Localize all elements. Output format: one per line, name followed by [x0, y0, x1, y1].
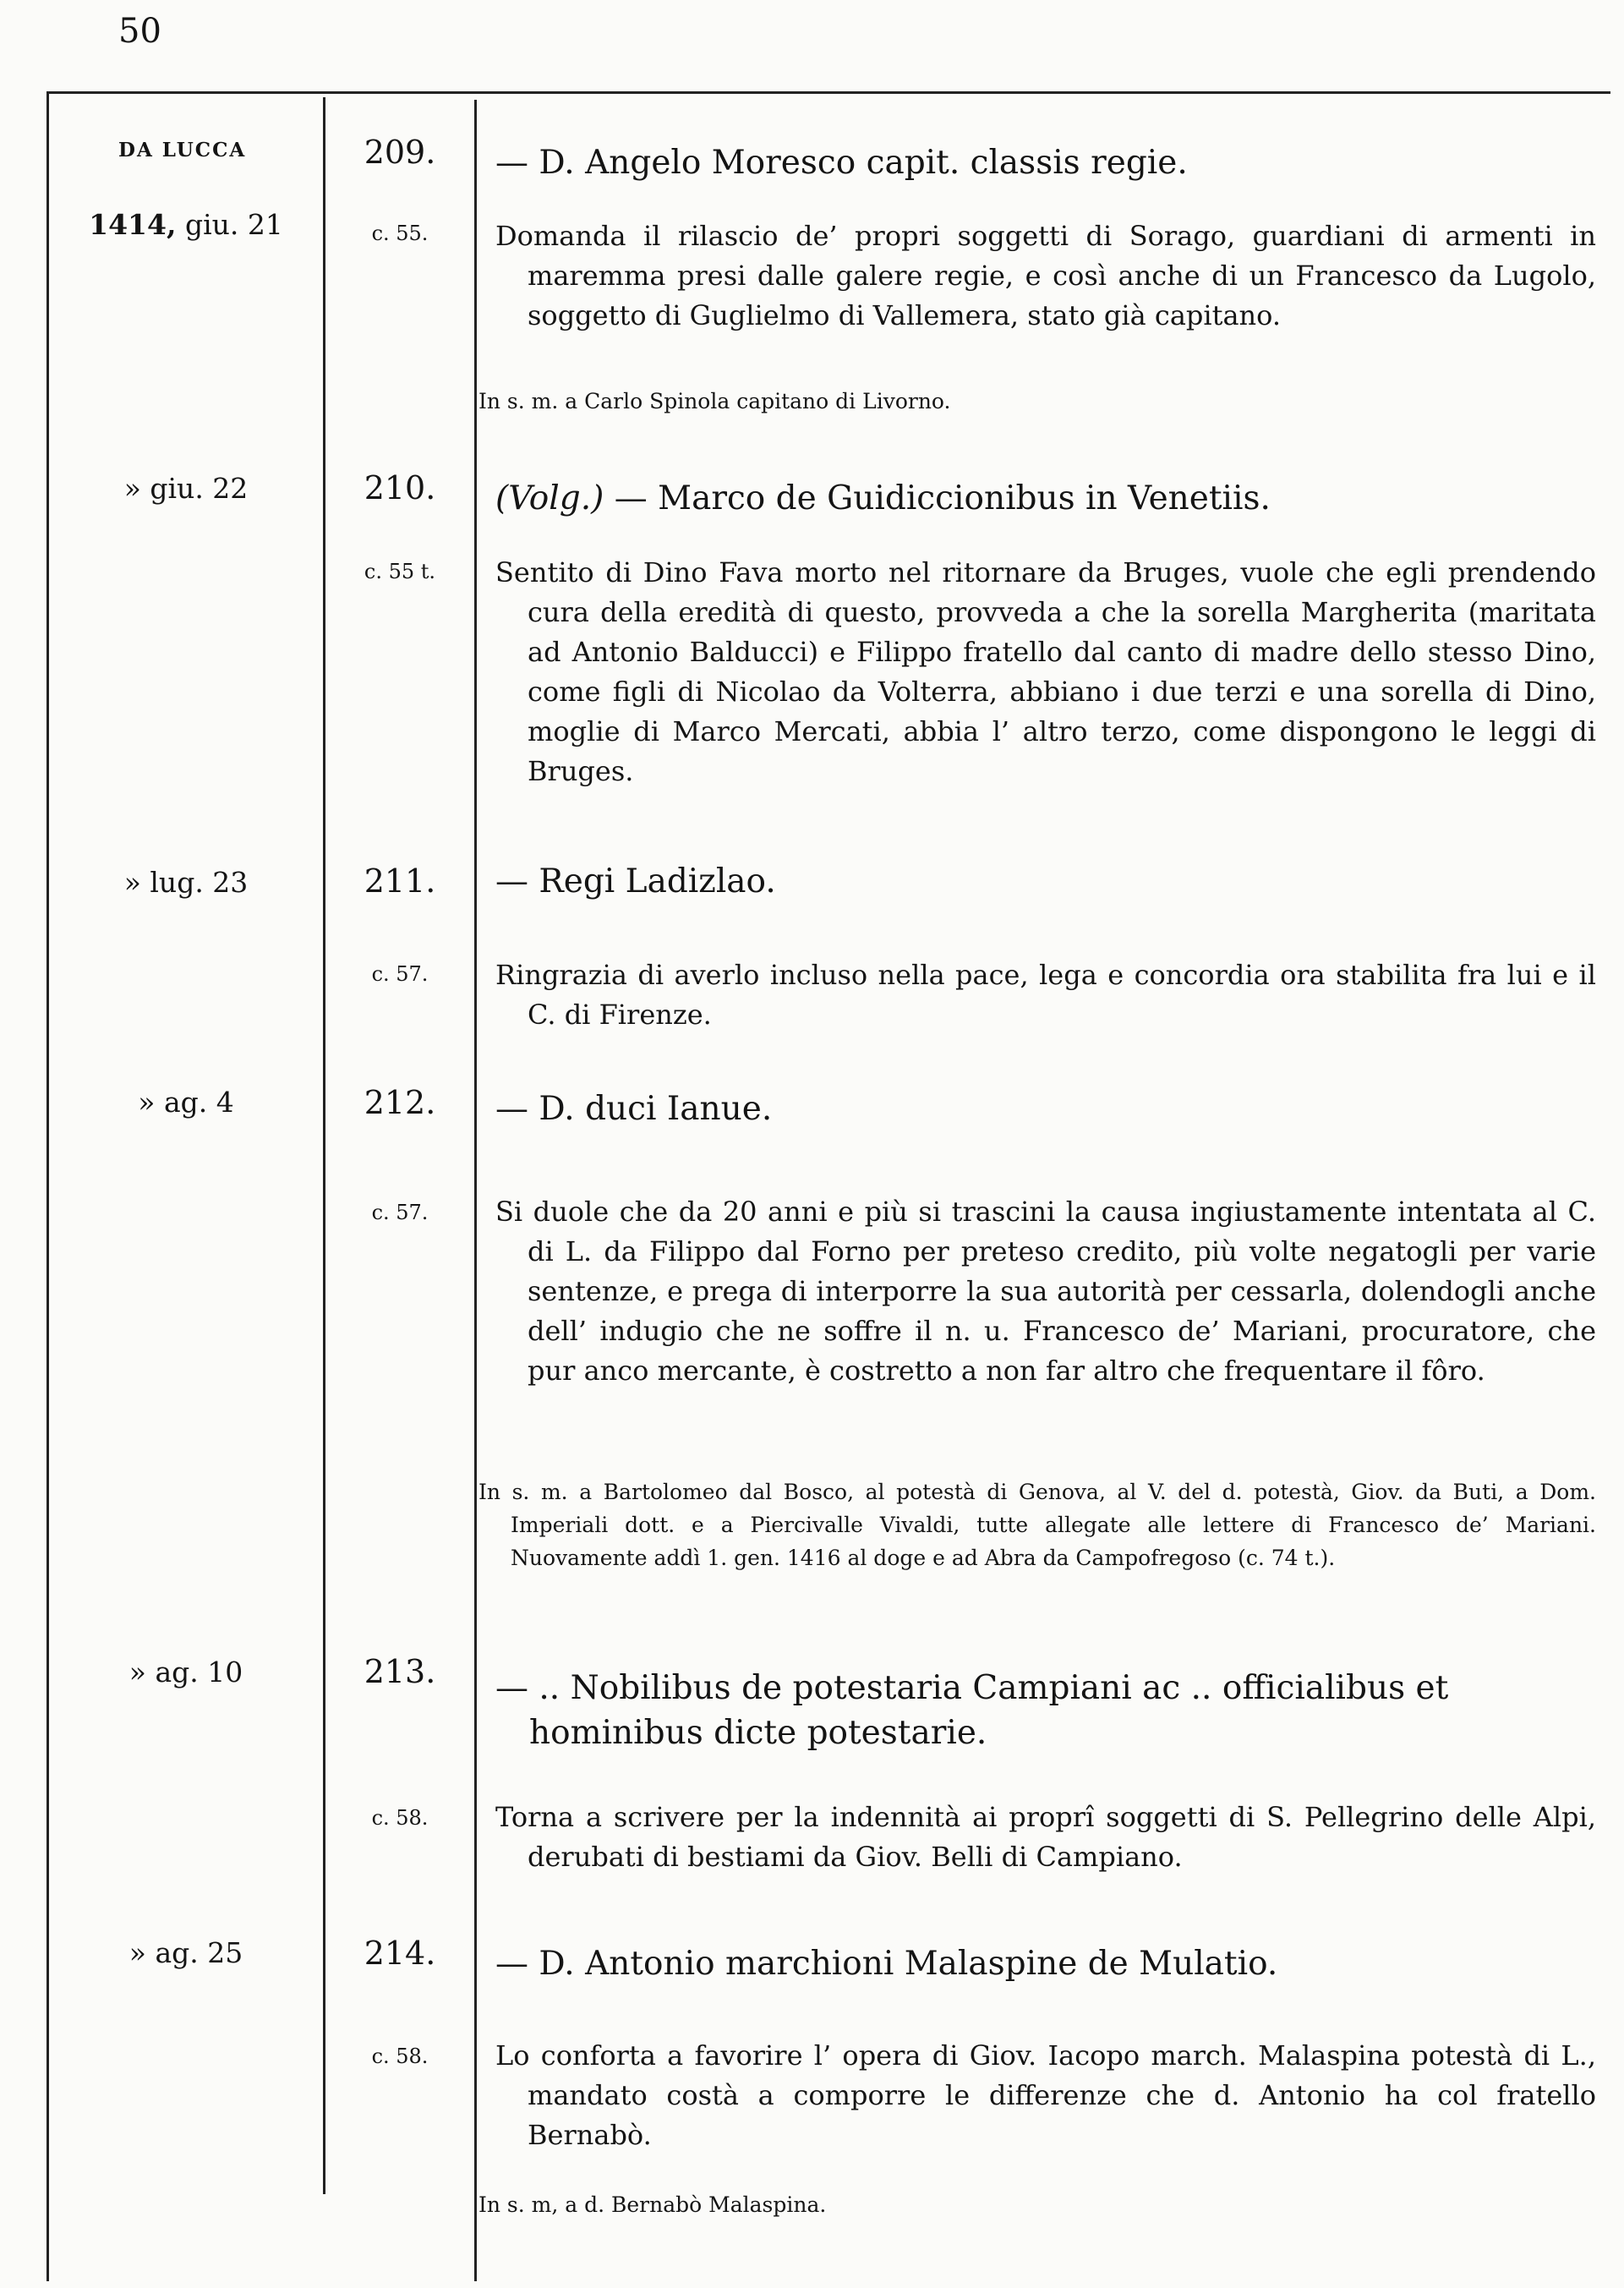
entry-body: Lo conforta a favorire l’ opera di Giov. Iacopo march. Malaspina potestà di L., mandato costà a comporre le differenze che d. Antonio ha col fratello Bernabò. — [495, 2039, 1596, 2151]
entry-number: 210. — [364, 469, 436, 506]
entry-number: 214. — [364, 1935, 436, 1972]
entry-carta: c. 57. — [371, 1201, 429, 1224]
entry-carta: c. 55 t. — [364, 560, 436, 583]
entry-body: Ringrazia di averlo incluso nella pace, lega e concordia ora stabilita fra lui e il C. di Firenze. — [495, 959, 1596, 1031]
entry-body: Si duole che da 20 anni e più si trascini la causa ingiustamente intentata al C. di L. da Filippo dal Forno per preteso credito, più volte negatogli per varie sentenze, e prega di interporre la sua autorità per cessarla, dolendogli anche dell’ indugio che ne soffre il n. u. Francesco de’ Mariani, procuratore, che pur anco mercante, è costretto a non far altro che frequentare il fôro. — [495, 1196, 1596, 1387]
entry-date: » ag. 4 — [138, 1086, 234, 1119]
entry-heading: — .. Nobilibus de potestaria Campiani ac .. officialibus et hominibus dicte potestarie. — [495, 1669, 1449, 1752]
entry-number: 213. — [364, 1653, 436, 1690]
entry-carta: c. 57. — [371, 962, 429, 986]
entry-heading: — D. Antonio marchioni Malaspine de Mulatio. — [495, 1945, 1278, 1983]
entry-body: Sentito di Dino Fava morto nel ritornare da Bruges, vuole che egli prendendo cura della eredità di questo, provveda a che la sorella Margherita (maritata ad Antonio Balducci) e Filippo fratello dal canto di madre dello stesso Dino, come figli di Nicolao da Volterra, abbiano i due terzi e una sorella di Dino, moglie di Marco Mercati, abbia l’ altro terzo, come dispongono le leggi di Bruges. — [495, 556, 1596, 787]
entry-heading: — D. Angelo Moresco capit. classis regie. — [495, 144, 1188, 182]
entry-carta: c. 55. — [371, 222, 429, 245]
entry-date: » ag. 10 — [128, 1656, 243, 1689]
entry-note: In s. m. a Bartolomeo dal Bosco, al potestà di Genova, al V. del d. potestà, Giov. da Buti, a Dom. Imperiali dott. e a Piercivalle Vivaldi, tutte allegate alle lettere di Francesco de’ Mariani. Nuovamente addì 1. gen. 1416 al doge e ad Abra da Campofregoso (c. 74 t.). — [478, 1480, 1596, 1570]
page-number: 50 — [118, 12, 161, 51]
entry-number: 209. — [364, 134, 436, 171]
entry-body: Torna a scrivere per la indennità ai proprî soggetti di S. Pellegrino delle Alpi, derubati di bestiami da Giov. Belli di Campiano. — [495, 1801, 1596, 1873]
entry-heading: — Regi Ladizlao. — [495, 862, 776, 900]
entry-heading: — D. duci Ianue. — [495, 1090, 773, 1128]
top-rule — [46, 91, 1610, 94]
entry-carta: c. 58. — [371, 1806, 429, 1830]
column-header: DA LUCCA — [118, 139, 247, 161]
entry-note: In s. m. a Carlo Spinola capitano di Livorno. — [478, 389, 951, 413]
entry-date: » giu. 22 — [123, 472, 249, 505]
entry-carta: c. 58. — [371, 2044, 429, 2068]
entry-date: » ag. 25 — [128, 1936, 243, 1969]
entry-number: 211. — [364, 862, 436, 900]
entry-body: Domanda il rilascio de’ propri soggetti di Sorago, guardiani di armenti in maremma presi dalle galere regie, e così anche di un Francesco da Lugolo, soggetto di Guglielmo di Vallemera, stato già capitano. — [495, 220, 1596, 331]
entry-date: » lug. 23 — [123, 866, 249, 899]
entry-number: 212. — [364, 1084, 436, 1121]
entry-note: In s. m, a d. Bernabò Malaspina. — [478, 2192, 827, 2217]
entry-date: 1414, giu. 21 — [89, 208, 283, 241]
date-column-rule — [323, 97, 325, 2194]
entry-year: 1414, — [89, 208, 177, 241]
entry-heading: (Volg.) — Marco de Guidiccionibus in Venetiis. — [495, 479, 1271, 517]
